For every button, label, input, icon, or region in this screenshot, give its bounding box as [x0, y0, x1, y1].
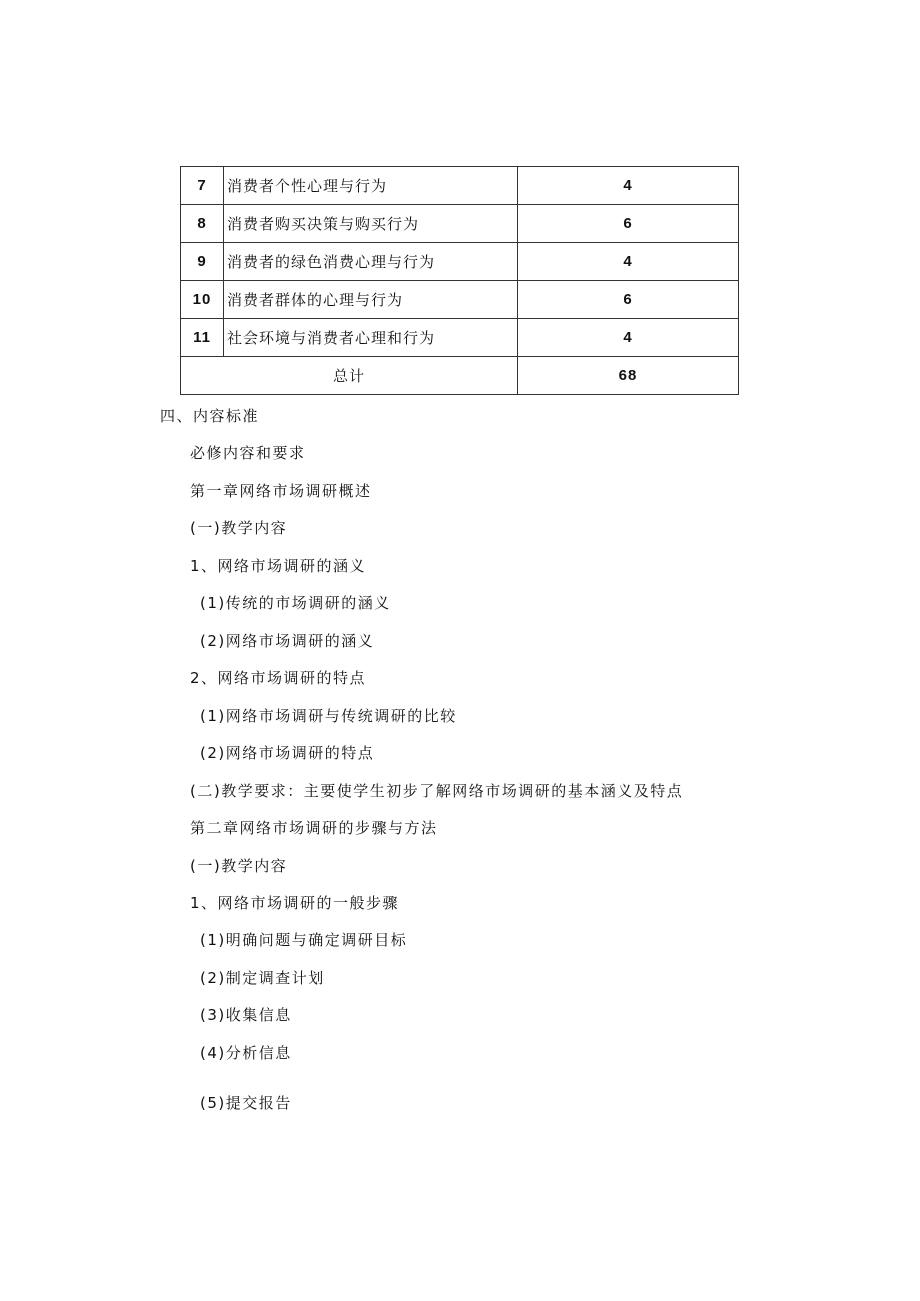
chapter2-sub1: (1)明确问题与确定调研目标	[200, 931, 408, 949]
chapter1-item1-sub1: (1)传统的市场调研的涵义	[200, 594, 391, 612]
row-hours: 4	[518, 319, 739, 357]
course-hours-table	[180, 166, 739, 395]
table-row	[181, 205, 739, 243]
row-number: 8	[181, 205, 224, 243]
chapter1-title: 第一章网络市场调研概述	[190, 482, 372, 500]
chapter2-sub3: (3)收集信息	[200, 1006, 292, 1024]
row-hours: 6	[518, 281, 739, 319]
table-row	[181, 243, 739, 281]
chapter2-teaching-content: (一)教学内容	[190, 857, 288, 875]
chapter2-item1: 1、网络市场调研的一般步骤	[190, 894, 400, 912]
row-topic: 消费者群体的心理与行为	[224, 281, 518, 319]
row-hours: 4	[518, 243, 739, 281]
section-heading: 四、内容标准	[160, 407, 260, 425]
row-topic: 社会环境与消费者心理和行为	[224, 319, 518, 357]
chapter1-teaching-content: (一)教学内容	[190, 519, 288, 537]
row-number: 11	[181, 319, 224, 357]
chapter2-sub2: (2)制定调查计划	[200, 969, 325, 987]
table-row	[181, 319, 739, 357]
chapter1-item2: 2、网络市场调研的特点	[190, 669, 367, 687]
row-number: 10	[181, 281, 224, 319]
row-topic: 消费者购买决策与购买行为	[224, 205, 518, 243]
chapter1-item2-sub2: (2)网络市场调研的特点	[200, 744, 375, 762]
row-topic: 消费者个性心理与行为	[224, 167, 518, 205]
required-heading: 必修内容和要求	[190, 444, 306, 462]
table-row	[181, 281, 739, 319]
row-hours: 6	[518, 205, 739, 243]
chapter2-sub4: (4)分析信息	[200, 1044, 292, 1062]
table-total-row	[181, 357, 739, 395]
total-hours: 68	[518, 357, 739, 395]
row-topic: 消费者的绿色消费心理与行为	[224, 243, 518, 281]
row-number: 7	[181, 167, 224, 205]
total-label: 总计	[181, 357, 518, 395]
chapter2-title: 第二章网络市场调研的步骤与方法	[190, 819, 438, 837]
row-number: 9	[181, 243, 224, 281]
chapter1-item1: 1、网络市场调研的涵义	[190, 557, 367, 575]
chapter1-item1-sub2: (2)网络市场调研的涵义	[200, 632, 375, 650]
row-hours: 4	[518, 167, 739, 205]
chapter1-requirement: (二)教学要求：主要使学生初步了解网络市场调研的基本涵义及特点	[190, 782, 684, 800]
chapter2-sub5: (5)提交报告	[200, 1094, 292, 1112]
table-row	[181, 167, 739, 205]
chapter1-item2-sub1: (1)网络市场调研与传统调研的比较	[200, 707, 457, 725]
